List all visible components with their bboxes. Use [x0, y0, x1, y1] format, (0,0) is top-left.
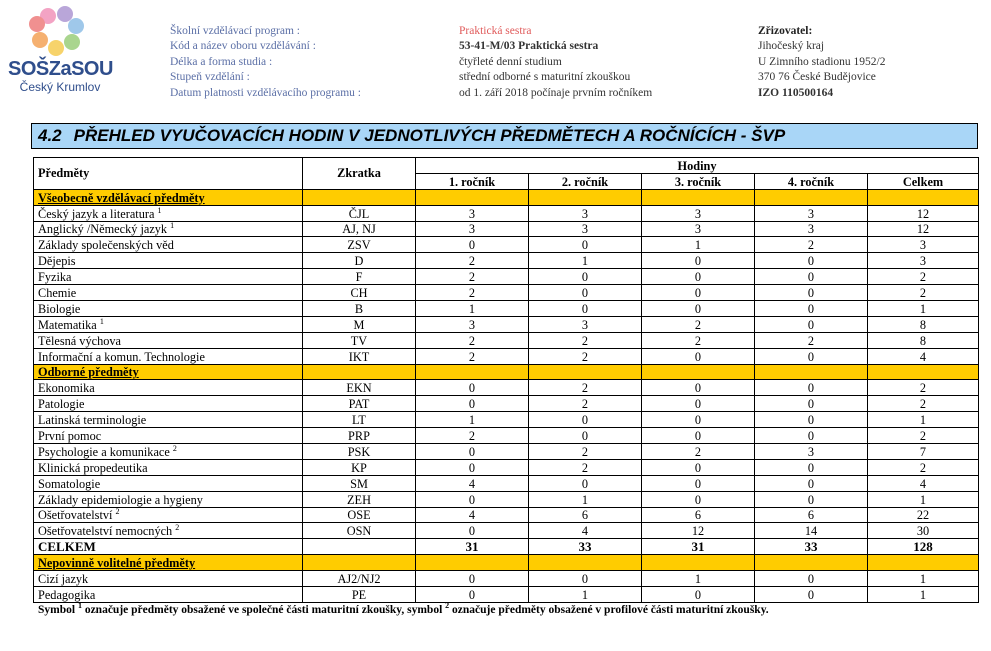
category-cell — [529, 364, 642, 380]
hours-cell: 0 — [755, 491, 868, 507]
subject-label: Dějepis — [38, 254, 76, 269]
subject-abbr: F — [303, 269, 416, 285]
hours-cell: 0 — [755, 412, 868, 428]
hours-cell: 3 — [642, 221, 755, 237]
subject-abbr: OSN — [303, 523, 416, 539]
total-cell: 33 — [755, 539, 868, 555]
subject-name — [34, 269, 303, 285]
logo-subtitle: Český Krumlov — [19, 80, 101, 94]
header-year-2: 2. ročník — [529, 173, 642, 189]
hours-cell: 3 — [755, 221, 868, 237]
hours-cell: 6 — [755, 507, 868, 523]
subject-footnote-mark: 2 — [172, 443, 177, 453]
hours-cell: 0 — [416, 491, 529, 507]
hours-cell: 3 — [642, 205, 755, 221]
category-row — [34, 555, 979, 571]
subject-abbr: ZEH — [303, 491, 416, 507]
header-labels — [170, 24, 361, 101]
hours-cell: 1 — [642, 237, 755, 253]
hours-cell: 2 — [868, 428, 979, 444]
category-cell — [416, 189, 529, 205]
hours-cell: 1 — [868, 587, 979, 603]
hours-cell: 0 — [642, 412, 755, 428]
hours-cell: 0 — [755, 428, 868, 444]
hours-cell: 2 — [416, 253, 529, 269]
subject-label: Cizí jazyk — [38, 572, 89, 587]
hours-cell: 0 — [416, 396, 529, 412]
section-title — [31, 123, 978, 149]
table-row — [34, 205, 979, 221]
subject-name — [34, 507, 303, 523]
hours-cell: 7 — [868, 444, 979, 460]
subject-label: Latinská terminologie — [38, 413, 147, 428]
category-cell — [642, 189, 755, 205]
table-row — [34, 221, 979, 237]
subject-label: Ošetřovatelství — [38, 508, 113, 523]
subject-name — [34, 396, 303, 412]
hours-cell: 0 — [755, 475, 868, 491]
header-total: Celkem — [868, 173, 979, 189]
table-row — [34, 523, 979, 539]
header-year-1: 1. ročník — [416, 173, 529, 189]
header-hours: Hodiny — [416, 158, 979, 174]
hours-cell: 0 — [755, 348, 868, 364]
hours-cell: 12 — [868, 221, 979, 237]
hours-cell: 0 — [755, 380, 868, 396]
subject-label: Základy společenských věd — [38, 238, 174, 253]
subject-label: Psychologie a komunikace — [38, 444, 170, 459]
category-label: Odborné předměty — [34, 364, 303, 380]
hours-cell: 3 — [868, 253, 979, 269]
hours-cell: 0 — [529, 428, 642, 444]
subject-name — [34, 348, 303, 364]
subject-label: Biologie — [38, 301, 81, 316]
table-row — [34, 428, 979, 444]
hours-cell: 0 — [529, 269, 642, 285]
subject-name — [34, 523, 303, 539]
hours-cell: 2 — [868, 269, 979, 285]
hours-cell: 3 — [529, 205, 642, 221]
header-year-3: 3. ročník — [642, 173, 755, 189]
footnote-text: označuje předměty obsažené v profilové části maturitní zkoušky. — [449, 604, 769, 616]
header-abbr: Zkratka — [303, 158, 416, 190]
hours-cell: 0 — [416, 237, 529, 253]
hours-cell: 0 — [642, 301, 755, 317]
subject-abbr: AJ2/NJ2 — [303, 571, 416, 587]
subject-label: Chemie — [38, 286, 77, 301]
hours-cell: 30 — [868, 523, 979, 539]
table-row — [34, 285, 979, 301]
hours-cell: 1 — [529, 253, 642, 269]
hours-cell: 4 — [529, 523, 642, 539]
hours-cell: 1 — [529, 587, 642, 603]
hours-cell: 4 — [416, 507, 529, 523]
hours-cell: 3 — [529, 316, 642, 332]
subject-footnote-mark: 2 — [175, 523, 180, 533]
hours-cell: 0 — [416, 380, 529, 396]
hours-cell: 2 — [416, 285, 529, 301]
total-cell: 128 — [868, 539, 979, 555]
subject-abbr: M — [303, 316, 416, 332]
program-name: Praktická sestra — [459, 25, 532, 37]
total-cell: 33 — [529, 539, 642, 555]
hours-cell: 0 — [642, 285, 755, 301]
category-cell — [529, 189, 642, 205]
total-row — [34, 539, 979, 555]
category-cell — [303, 555, 416, 571]
hours-cell: 2 — [642, 444, 755, 460]
hours-cell: 3 — [416, 205, 529, 221]
subject-label: Tělesná výchova — [38, 333, 121, 348]
hours-cell: 2 — [529, 396, 642, 412]
category-row — [34, 364, 979, 380]
founder-city: 370 76 České Budějovice — [758, 71, 876, 84]
section-heading: PŘEHLED VYUČOVACÍCH HODIN V JEDNOTLIVÝCH PŘEDMĚTECH A ROČNÍCÍCH - ŠVP — [73, 126, 786, 145]
hours-cell: 0 — [755, 571, 868, 587]
hours-cell: 0 — [755, 285, 868, 301]
hours-cell: 0 — [529, 475, 642, 491]
subject-label: Informační a komun. Technologie — [38, 349, 205, 364]
logo-petal-icon — [32, 32, 48, 48]
hours-cell: 4 — [868, 475, 979, 491]
hours-cell: 3 — [416, 221, 529, 237]
hours-cell: 2 — [416, 332, 529, 348]
table-row — [34, 332, 979, 348]
hours-cell: 1 — [642, 571, 755, 587]
hours-cell: 0 — [642, 475, 755, 491]
subject-name — [34, 587, 303, 603]
hours-cell: 2 — [868, 459, 979, 475]
hours-cell: 4 — [868, 348, 979, 364]
hours-cell: 0 — [642, 587, 755, 603]
hours-cell: 1 — [868, 571, 979, 587]
subject-name — [34, 237, 303, 253]
category-label: Všeobecně vzdělávací předměty — [34, 189, 303, 205]
category-cell — [755, 364, 868, 380]
total-label: CELKEM — [34, 539, 303, 555]
footnote-text: Symbol — [38, 604, 78, 616]
section-number: 4.2 — [38, 126, 62, 145]
header-label: Stupeň vzdělání : — [170, 71, 250, 84]
category-cell — [416, 555, 529, 571]
table-row — [34, 237, 979, 253]
subject-name — [34, 428, 303, 444]
header-label: Kód a název oboru vzdělávání : — [170, 40, 316, 53]
header-label: Délka a forma studia : — [170, 55, 273, 68]
subject-label: Ošetřovatelství nemocných — [38, 524, 173, 539]
hours-cell: 2 — [529, 332, 642, 348]
subject-abbr: B — [303, 301, 416, 317]
subject-label: Ekonomika — [38, 381, 95, 396]
hours-cell: 1 — [416, 412, 529, 428]
hours-cell: 0 — [642, 396, 755, 412]
table-row — [34, 380, 979, 396]
footnote-text: označuje předměty obsažené ve společné části maturitní zkoušky, symbol — [81, 604, 446, 616]
hours-cell: 0 — [755, 253, 868, 269]
hours-cell: 2 — [529, 380, 642, 396]
subject-name — [34, 301, 303, 317]
hours-cell: 14 — [755, 523, 868, 539]
subject-abbr: ZSV — [303, 237, 416, 253]
table-row — [34, 491, 979, 507]
hours-cell: 6 — [529, 507, 642, 523]
table-header-row — [34, 158, 979, 174]
hours-cell: 0 — [642, 428, 755, 444]
table-row — [34, 459, 979, 475]
hours-cell: 0 — [755, 301, 868, 317]
hours-cell: 0 — [755, 587, 868, 603]
subject-abbr: PRP — [303, 428, 416, 444]
subject-label: Anglický /Německý jazyk — [38, 222, 168, 237]
hours-cell: 0 — [642, 253, 755, 269]
subject-name — [34, 316, 303, 332]
hours-cell: 2 — [529, 348, 642, 364]
table-row — [34, 316, 979, 332]
subject-label: Matematika — [38, 317, 97, 332]
hours-cell: 0 — [755, 316, 868, 332]
hours-cell: 8 — [868, 316, 979, 332]
subject-name — [34, 491, 303, 507]
table-row — [34, 587, 979, 603]
hours-cell: 2 — [868, 396, 979, 412]
logo-petal-icon — [29, 16, 45, 32]
subject-abbr: SM — [303, 475, 416, 491]
subject-abbr: IKT — [303, 348, 416, 364]
subject-label: Český jazyk a literatura — [38, 206, 155, 221]
program-code: 53-41-M/03 Praktická sestra — [459, 40, 599, 53]
hours-cell: 12 — [642, 523, 755, 539]
footnote-sup: 1 — [77, 601, 82, 610]
hours-cell: 2 — [416, 269, 529, 285]
education-level: střední odborné s maturitní zkouškou — [459, 71, 631, 84]
logo-petal-icon — [57, 6, 73, 22]
hours-cell: 0 — [416, 571, 529, 587]
subject-label: Fyzika — [38, 270, 72, 285]
subject-name — [34, 571, 303, 587]
hours-cell: 3 — [755, 444, 868, 460]
subject-abbr: ČJL — [303, 205, 416, 221]
hours-cell: 2 — [868, 380, 979, 396]
header-year-4: 4. ročník — [755, 173, 868, 189]
hours-cell: 0 — [416, 587, 529, 603]
hours-cell: 12 — [868, 205, 979, 221]
hours-cell: 0 — [529, 412, 642, 428]
hours-cell: 2 — [755, 332, 868, 348]
founder-label: Zřizovatel: — [758, 25, 813, 37]
hours-cell: 3 — [416, 316, 529, 332]
category-cell — [416, 364, 529, 380]
hours-cell: 0 — [529, 301, 642, 317]
table-row — [34, 348, 979, 364]
hours-cell: 0 — [642, 380, 755, 396]
hours-cell: 1 — [416, 301, 529, 317]
hours-cell: 1 — [868, 301, 979, 317]
hours-cell: 3 — [755, 205, 868, 221]
founder-izo: IZO 110500164 — [758, 86, 834, 99]
table-row — [34, 412, 979, 428]
subject-name — [34, 205, 303, 221]
subject-name — [34, 332, 303, 348]
subject-abbr: PSK — [303, 444, 416, 460]
logo-petal-icon — [68, 18, 84, 34]
hours-cell: 2 — [416, 428, 529, 444]
hours-cell: 3 — [868, 237, 979, 253]
header-subjects: Předměty — [34, 158, 303, 190]
founder-region: Jihočeský kraj — [758, 40, 825, 53]
hours-cell: 2 — [529, 444, 642, 460]
subject-abbr: PE — [303, 587, 416, 603]
logo-petal-icon — [64, 34, 80, 50]
category-cell — [303, 364, 416, 380]
hours-cell: 3 — [529, 221, 642, 237]
category-cell — [755, 555, 868, 571]
subject-name — [34, 253, 303, 269]
hours-cell: 0 — [642, 459, 755, 475]
hours-cell: 0 — [642, 269, 755, 285]
category-cell — [642, 555, 755, 571]
study-form: čtyřleté denní studium — [459, 55, 562, 68]
table-row — [34, 444, 979, 460]
logo-center-icon — [50, 24, 62, 36]
subject-abbr: TV — [303, 332, 416, 348]
subject-name — [34, 475, 303, 491]
table-row — [34, 253, 979, 269]
subject-name — [34, 459, 303, 475]
total-cell: 31 — [416, 539, 529, 555]
hours-cell: 8 — [868, 332, 979, 348]
hours-cell: 6 — [642, 507, 755, 523]
hours-cell: 2 — [529, 459, 642, 475]
subject-abbr: CH — [303, 285, 416, 301]
subject-name — [34, 285, 303, 301]
subject-abbr: D — [303, 253, 416, 269]
hours-cell: 0 — [416, 444, 529, 460]
header-label: Datum platnosti vzdělávacího programu : — [170, 86, 361, 99]
hours-cell: 0 — [755, 269, 868, 285]
subject-label: Klinická propedeutika — [38, 460, 148, 475]
category-cell — [303, 189, 416, 205]
hours-cell: 0 — [416, 523, 529, 539]
footnote-sup: 2 — [445, 601, 450, 610]
category-label: Nepovinně volitelné předměty — [34, 555, 303, 571]
header-values — [459, 24, 652, 101]
hours-cell: 2 — [416, 348, 529, 364]
subject-abbr: LT — [303, 412, 416, 428]
subject-footnote-mark: 1 — [170, 221, 175, 231]
subject-abbr: EKN — [303, 380, 416, 396]
category-cell — [868, 555, 979, 571]
validity-date: od 1. září 2018 počínaje prvním ročníkem — [459, 86, 653, 99]
logo-title: SOŠZaSOU — [8, 58, 113, 80]
subject-name — [34, 412, 303, 428]
header-label: Školní vzdělávací program : — [170, 25, 300, 37]
table-row — [34, 301, 979, 317]
subject-label: První pomoc — [38, 429, 102, 444]
total-cell: 31 — [642, 539, 755, 555]
subject-footnote-mark: 2 — [115, 507, 120, 517]
founder-street: U Zimního stadionu 1952/2 — [758, 55, 886, 68]
hours-cell: 0 — [529, 237, 642, 253]
table-row — [34, 396, 979, 412]
subject-abbr: AJ, NJ — [303, 221, 416, 237]
subject-label: Somatologie — [38, 476, 101, 491]
hours-cell: 2 — [642, 332, 755, 348]
hours-cell: 0 — [642, 348, 755, 364]
hours-cell: 0 — [755, 396, 868, 412]
subject-abbr: PAT — [303, 396, 416, 412]
subject-label: Pedagogika — [38, 587, 96, 602]
hours-cell: 0 — [529, 285, 642, 301]
hours-cell: 0 — [642, 491, 755, 507]
subject-name — [34, 444, 303, 460]
category-row — [34, 189, 979, 205]
hours-table — [33, 157, 979, 603]
founder-info — [758, 24, 885, 101]
hours-cell: 0 — [416, 459, 529, 475]
category-cell — [642, 364, 755, 380]
hours-cell: 2 — [755, 237, 868, 253]
subject-footnote-mark: 1 — [99, 316, 104, 326]
subject-abbr: OSE — [303, 507, 416, 523]
subject-name — [34, 380, 303, 396]
total-abbr-cell — [303, 539, 416, 555]
subject-name — [34, 221, 303, 237]
category-cell — [529, 555, 642, 571]
footnote — [38, 601, 769, 616]
table-row — [34, 475, 979, 491]
hours-cell: 0 — [755, 459, 868, 475]
subject-label: Patologie — [38, 397, 85, 412]
subject-label: Základy epidemiologie a hygieny — [38, 492, 203, 507]
subject-footnote-mark: 1 — [157, 205, 162, 215]
subject-abbr: KP — [303, 459, 416, 475]
hours-cell: 2 — [868, 285, 979, 301]
hours-cell: 22 — [868, 507, 979, 523]
category-cell — [755, 189, 868, 205]
hours-cell: 1 — [868, 412, 979, 428]
table-row — [34, 571, 979, 587]
hours-cell: 4 — [416, 475, 529, 491]
hours-cell: 1 — [868, 491, 979, 507]
table-row — [34, 269, 979, 285]
hours-cell: 1 — [529, 491, 642, 507]
table-row — [34, 507, 979, 523]
hours-cell: 0 — [529, 571, 642, 587]
category-cell — [868, 189, 979, 205]
category-cell — [868, 364, 979, 380]
hours-cell: 2 — [642, 316, 755, 332]
logo-petal-icon — [48, 40, 64, 56]
